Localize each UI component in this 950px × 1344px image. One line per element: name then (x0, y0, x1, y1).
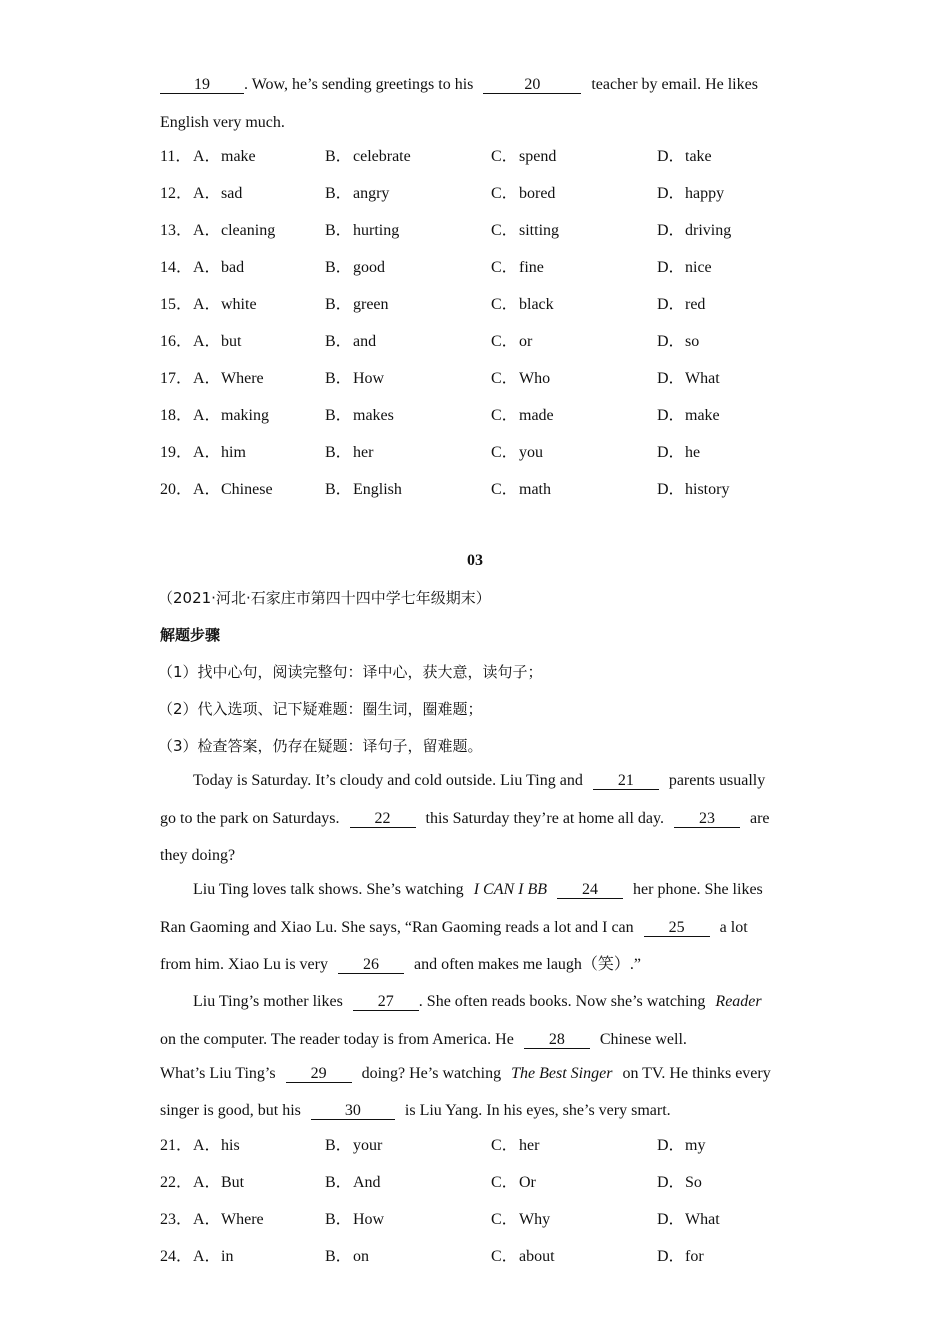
passage-line (193, 771, 765, 791)
option-letter: D． (657, 1174, 685, 1191)
passage-line (193, 992, 762, 1012)
option-text: my (685, 1137, 706, 1154)
option-letter: B． (325, 185, 352, 202)
option-text: driving (685, 222, 732, 239)
option-a[interactable] (193, 146, 256, 168)
option-text: What (685, 1211, 720, 1228)
step-2: （2）代入选项、记下疑难题：圈生词，圈难题； (158, 700, 483, 718)
question-number: 15． (160, 296, 193, 313)
question-row (160, 442, 800, 464)
passage-text: from him. Xiao Lu is very (160, 956, 328, 973)
blank-19: 19 (160, 76, 244, 94)
passage-text: parents usually (668, 772, 766, 789)
blank-26: 26 (338, 956, 404, 974)
passage-text: go to the park on Saturdays. (160, 810, 340, 827)
option-b[interactable] (325, 479, 402, 501)
source-note: （2021·河北·石家庄市第四十四中学七年级期末） (158, 589, 491, 607)
option-text: Where (221, 1211, 264, 1228)
option-b[interactable] (325, 294, 389, 316)
option-text: red (685, 296, 706, 313)
option-letter: B． (325, 1211, 352, 1228)
passage-line: English very much. (160, 114, 285, 131)
option-letter: C． (491, 370, 518, 387)
option-a[interactable] (193, 183, 242, 205)
question-row (160, 405, 800, 427)
option-text: cleaning (221, 222, 276, 239)
option-d[interactable] (657, 220, 731, 242)
option-d[interactable] (657, 479, 729, 501)
passage-text: Today is Saturday. It’s cloudy and cold outside. Liu Ting and (193, 772, 583, 789)
option-letter: B． (325, 259, 352, 276)
passage-line (160, 955, 641, 975)
option-d[interactable] (657, 183, 724, 205)
question-number: 13． (160, 222, 193, 239)
option-text: And (353, 1174, 381, 1191)
question-number: 21． (160, 1137, 193, 1154)
question-row (160, 331, 800, 353)
option-text: so (685, 333, 700, 350)
option-text: your (353, 1137, 383, 1154)
option-letter: C． (491, 481, 518, 498)
passage-text: is Liu Yang. In his eyes, she’s very smart. (404, 1102, 671, 1119)
option-text: sad (221, 185, 243, 202)
blank-21: 21 (593, 772, 659, 790)
option-b[interactable] (325, 405, 394, 427)
option-letter: B． (325, 1248, 352, 1265)
option-text: nice (685, 259, 712, 276)
option-letter: D． (657, 148, 685, 165)
blank-30: 30 (311, 1102, 395, 1120)
option-text: Why (519, 1211, 551, 1228)
passage-text: Ran Gaoming and Xiao Lu. She says, “Ran Gaoming reads a lot and I can (160, 919, 634, 936)
option-d[interactable] (657, 1135, 705, 1157)
option-text: his (221, 1137, 240, 1154)
question-number: 18． (160, 407, 193, 424)
option-letter: D． (657, 296, 685, 313)
option-letter: B． (325, 444, 352, 461)
option-letter: D． (657, 1137, 685, 1154)
option-letter: A． (193, 148, 221, 165)
option-text: What (685, 370, 720, 387)
option-c[interactable] (491, 442, 543, 464)
question-number: 20． (160, 481, 193, 498)
option-letter: A． (193, 185, 221, 202)
option-letter: B． (325, 370, 352, 387)
option-text: But (221, 1174, 245, 1191)
option-letter: A． (193, 370, 221, 387)
option-a[interactable] (193, 1135, 240, 1157)
option-text: made (519, 407, 554, 424)
option-a[interactable] (193, 331, 241, 353)
question-row (160, 1172, 800, 1194)
option-c[interactable] (491, 294, 554, 316)
blank-27: 27 (353, 993, 419, 1011)
question-number: 16． (160, 333, 193, 350)
option-d[interactable] (657, 331, 699, 353)
passage-text: What’s Liu Ting’s (160, 1065, 276, 1082)
option-b[interactable] (325, 183, 389, 205)
option-a[interactable] (193, 1246, 233, 1268)
option-letter: A． (193, 1248, 221, 1265)
option-letter: D． (657, 407, 685, 424)
option-letter: D． (657, 222, 685, 239)
option-letter: B． (325, 296, 352, 313)
question-row (160, 294, 800, 316)
option-c[interactable] (491, 331, 532, 353)
passage-line (160, 918, 748, 938)
option-letter: D． (657, 481, 685, 498)
option-d[interactable] (657, 1209, 720, 1231)
option-c[interactable] (491, 368, 550, 390)
option-text: and (353, 333, 377, 350)
blank-28: 28 (524, 1031, 590, 1049)
option-letter: D． (657, 1211, 685, 1228)
passage-line: they doing? (160, 847, 236, 864)
option-b[interactable] (325, 257, 385, 279)
option-text: makes (353, 407, 394, 424)
passage-line (160, 1064, 771, 1084)
option-text: How (353, 370, 385, 387)
option-text: How (353, 1211, 385, 1228)
option-d[interactable] (657, 294, 705, 316)
option-text: bad (221, 259, 245, 276)
option-d[interactable] (657, 257, 712, 279)
option-text: Who (519, 370, 551, 387)
option-b[interactable] (325, 1172, 381, 1194)
option-letter: C． (491, 185, 518, 202)
question-row (160, 479, 800, 501)
option-d[interactable] (657, 405, 720, 427)
question-number: 24． (160, 1248, 193, 1265)
option-letter: C． (491, 333, 518, 350)
option-text: hurting (353, 222, 400, 239)
option-text: for (685, 1248, 704, 1265)
option-c[interactable] (491, 1172, 536, 1194)
blank-20: 20 (483, 76, 581, 94)
option-b[interactable] (325, 368, 384, 390)
option-c[interactable] (491, 1209, 550, 1231)
step-1: （1）找中心句，阅读完整句：译中心，获大意，读句子； (158, 663, 543, 681)
option-letter: A． (193, 444, 221, 461)
option-text: but (221, 333, 242, 350)
passage-text: this Saturday they’re at home all day. (425, 810, 664, 827)
passage-text: a lot (719, 919, 748, 936)
option-text: celebrate (353, 148, 411, 165)
option-letter: B． (325, 1174, 352, 1191)
option-letter: A． (193, 333, 221, 350)
question-row (160, 257, 800, 279)
step-3: （3）检查答案，仍存在疑题：译句子，留难题。 (158, 737, 483, 755)
section-number: 03 (467, 552, 483, 569)
option-text: white (221, 296, 257, 313)
option-letter: A． (193, 1174, 221, 1191)
steps-title: 解题步骤 (160, 626, 221, 644)
option-text: make (221, 148, 256, 165)
passage-text: singer is good, but his (160, 1102, 301, 1119)
option-a[interactable] (193, 1209, 264, 1231)
option-letter: C． (491, 1174, 518, 1191)
option-text: math (519, 481, 551, 498)
option-letter: C． (491, 444, 518, 461)
passage-text: . She often reads books. Now she’s watching (418, 993, 706, 1010)
option-c[interactable] (491, 1135, 539, 1157)
option-letter: D． (657, 333, 685, 350)
question-row (160, 146, 800, 168)
option-c[interactable] (491, 220, 559, 242)
option-b[interactable] (325, 1135, 382, 1157)
option-text: him (221, 444, 246, 461)
question-row (160, 368, 800, 390)
blank-23: 23 (674, 810, 740, 828)
option-text: Where (221, 370, 264, 387)
option-c[interactable] (491, 146, 556, 168)
option-letter: C． (491, 1137, 518, 1154)
option-letter: B． (325, 222, 352, 239)
option-b[interactable] (325, 220, 399, 242)
option-a[interactable] (193, 368, 264, 390)
option-text: her (353, 444, 374, 461)
passage-text: her phone. She likes (633, 881, 763, 898)
blank-29: 29 (286, 1065, 352, 1083)
option-letter: D． (657, 444, 685, 461)
option-d[interactable] (657, 442, 700, 464)
option-letter: C． (491, 296, 518, 313)
option-text: making (221, 407, 269, 424)
option-letter: D． (657, 370, 685, 387)
blank-24: 24 (557, 881, 623, 899)
show-title: Reader (715, 993, 762, 1010)
passage-text: are (749, 810, 770, 827)
option-a[interactable] (193, 257, 244, 279)
option-letter: A． (193, 222, 221, 239)
option-d[interactable] (657, 368, 720, 390)
option-b[interactable] (325, 146, 411, 168)
option-d[interactable] (657, 146, 712, 168)
option-d[interactable] (657, 1246, 704, 1268)
option-a[interactable] (193, 405, 269, 427)
passage-line (160, 1030, 687, 1050)
option-text: on (353, 1248, 369, 1265)
option-letter: B． (325, 1137, 352, 1154)
question-number: 22． (160, 1174, 193, 1191)
option-text: spend (519, 148, 557, 165)
passage-line (160, 1101, 671, 1121)
option-a[interactable] (193, 442, 246, 464)
option-text: you (519, 444, 543, 461)
option-a[interactable] (193, 479, 273, 501)
option-text: So (685, 1174, 702, 1191)
passage-text: and often makes me laugh（笑）.” (413, 956, 642, 973)
show-title: I CAN I BB (473, 881, 548, 898)
option-text: history (685, 481, 730, 498)
option-letter: C． (491, 148, 518, 165)
passage-line (193, 880, 763, 900)
passage-line (160, 809, 770, 829)
option-text: English (353, 481, 402, 498)
option-text: her (519, 1137, 540, 1154)
option-letter: B． (325, 148, 352, 165)
passage-text: doing? He’s watching (361, 1065, 502, 1082)
option-text: Or (519, 1174, 536, 1191)
option-letter: D． (657, 185, 685, 202)
option-text: or (519, 333, 533, 350)
option-letter: C． (491, 1248, 518, 1265)
option-text: green (353, 296, 389, 313)
option-letter: C． (491, 222, 518, 239)
option-letter: A． (193, 259, 221, 276)
option-a[interactable] (193, 220, 275, 242)
option-letter: B． (325, 333, 352, 350)
option-c[interactable] (491, 183, 555, 205)
option-letter: A． (193, 296, 221, 313)
option-text: take (685, 148, 712, 165)
option-text: Chinese (221, 481, 273, 498)
option-letter: D． (657, 259, 685, 276)
option-text: angry (353, 185, 390, 202)
passage-text: Liu Ting’s mother likes (193, 993, 343, 1010)
passage-text: . Wow, he’s sending greetings to his (244, 76, 474, 93)
question-row (160, 183, 800, 205)
show-title: The Best Singer (511, 1065, 613, 1082)
option-letter: C． (491, 407, 518, 424)
option-letter: C． (491, 1211, 518, 1228)
option-letter: C． (491, 259, 518, 276)
passage-text: Liu Ting loves talk shows. She’s watching (193, 881, 464, 898)
question-row (160, 1246, 800, 1268)
question-number: 23． (160, 1211, 193, 1228)
passage-text: Chinese well. (599, 1031, 687, 1048)
option-text: good (353, 259, 385, 276)
question-number: 19． (160, 444, 193, 461)
option-a[interactable] (193, 1172, 244, 1194)
question-row (160, 1135, 800, 1157)
option-b[interactable] (325, 1209, 384, 1231)
option-text: black (519, 296, 554, 313)
option-letter: B． (325, 407, 352, 424)
passage-text: teacher by email. He likes (591, 76, 758, 93)
option-letter: A． (193, 481, 221, 498)
question-number: 12． (160, 185, 193, 202)
option-text: happy (685, 185, 725, 202)
option-c[interactable] (491, 405, 554, 427)
passage-text: on TV. He thinks every (622, 1065, 771, 1082)
option-b[interactable] (325, 331, 376, 353)
option-text: fine (519, 259, 544, 276)
passage-text: on the computer. The reader today is from America. He (160, 1031, 514, 1048)
option-text: in (221, 1248, 234, 1265)
question-number: 14． (160, 259, 193, 276)
blank-25: 25 (644, 919, 710, 937)
question-row (160, 1209, 800, 1231)
question-number: 11． (160, 148, 192, 165)
option-letter: D． (657, 1248, 685, 1265)
option-letter: A． (193, 1137, 221, 1154)
option-b[interactable] (325, 1246, 369, 1268)
blank-22: 22 (350, 810, 416, 828)
option-c[interactable] (491, 257, 544, 279)
option-text: about (519, 1248, 555, 1265)
option-text: make (685, 407, 720, 424)
option-letter: B． (325, 481, 352, 498)
question-row (160, 220, 800, 242)
option-letter: A． (193, 1211, 221, 1228)
option-c[interactable] (491, 1246, 555, 1268)
option-b[interactable] (325, 442, 373, 464)
option-a[interactable] (193, 294, 257, 316)
option-text: sitting (519, 222, 560, 239)
option-c[interactable] (491, 479, 551, 501)
option-text: bored (519, 185, 556, 202)
option-d[interactable] (657, 1172, 702, 1194)
option-letter: A． (193, 407, 221, 424)
passage-line (160, 75, 758, 95)
question-number: 17． (160, 370, 193, 387)
option-text: he (685, 444, 701, 461)
